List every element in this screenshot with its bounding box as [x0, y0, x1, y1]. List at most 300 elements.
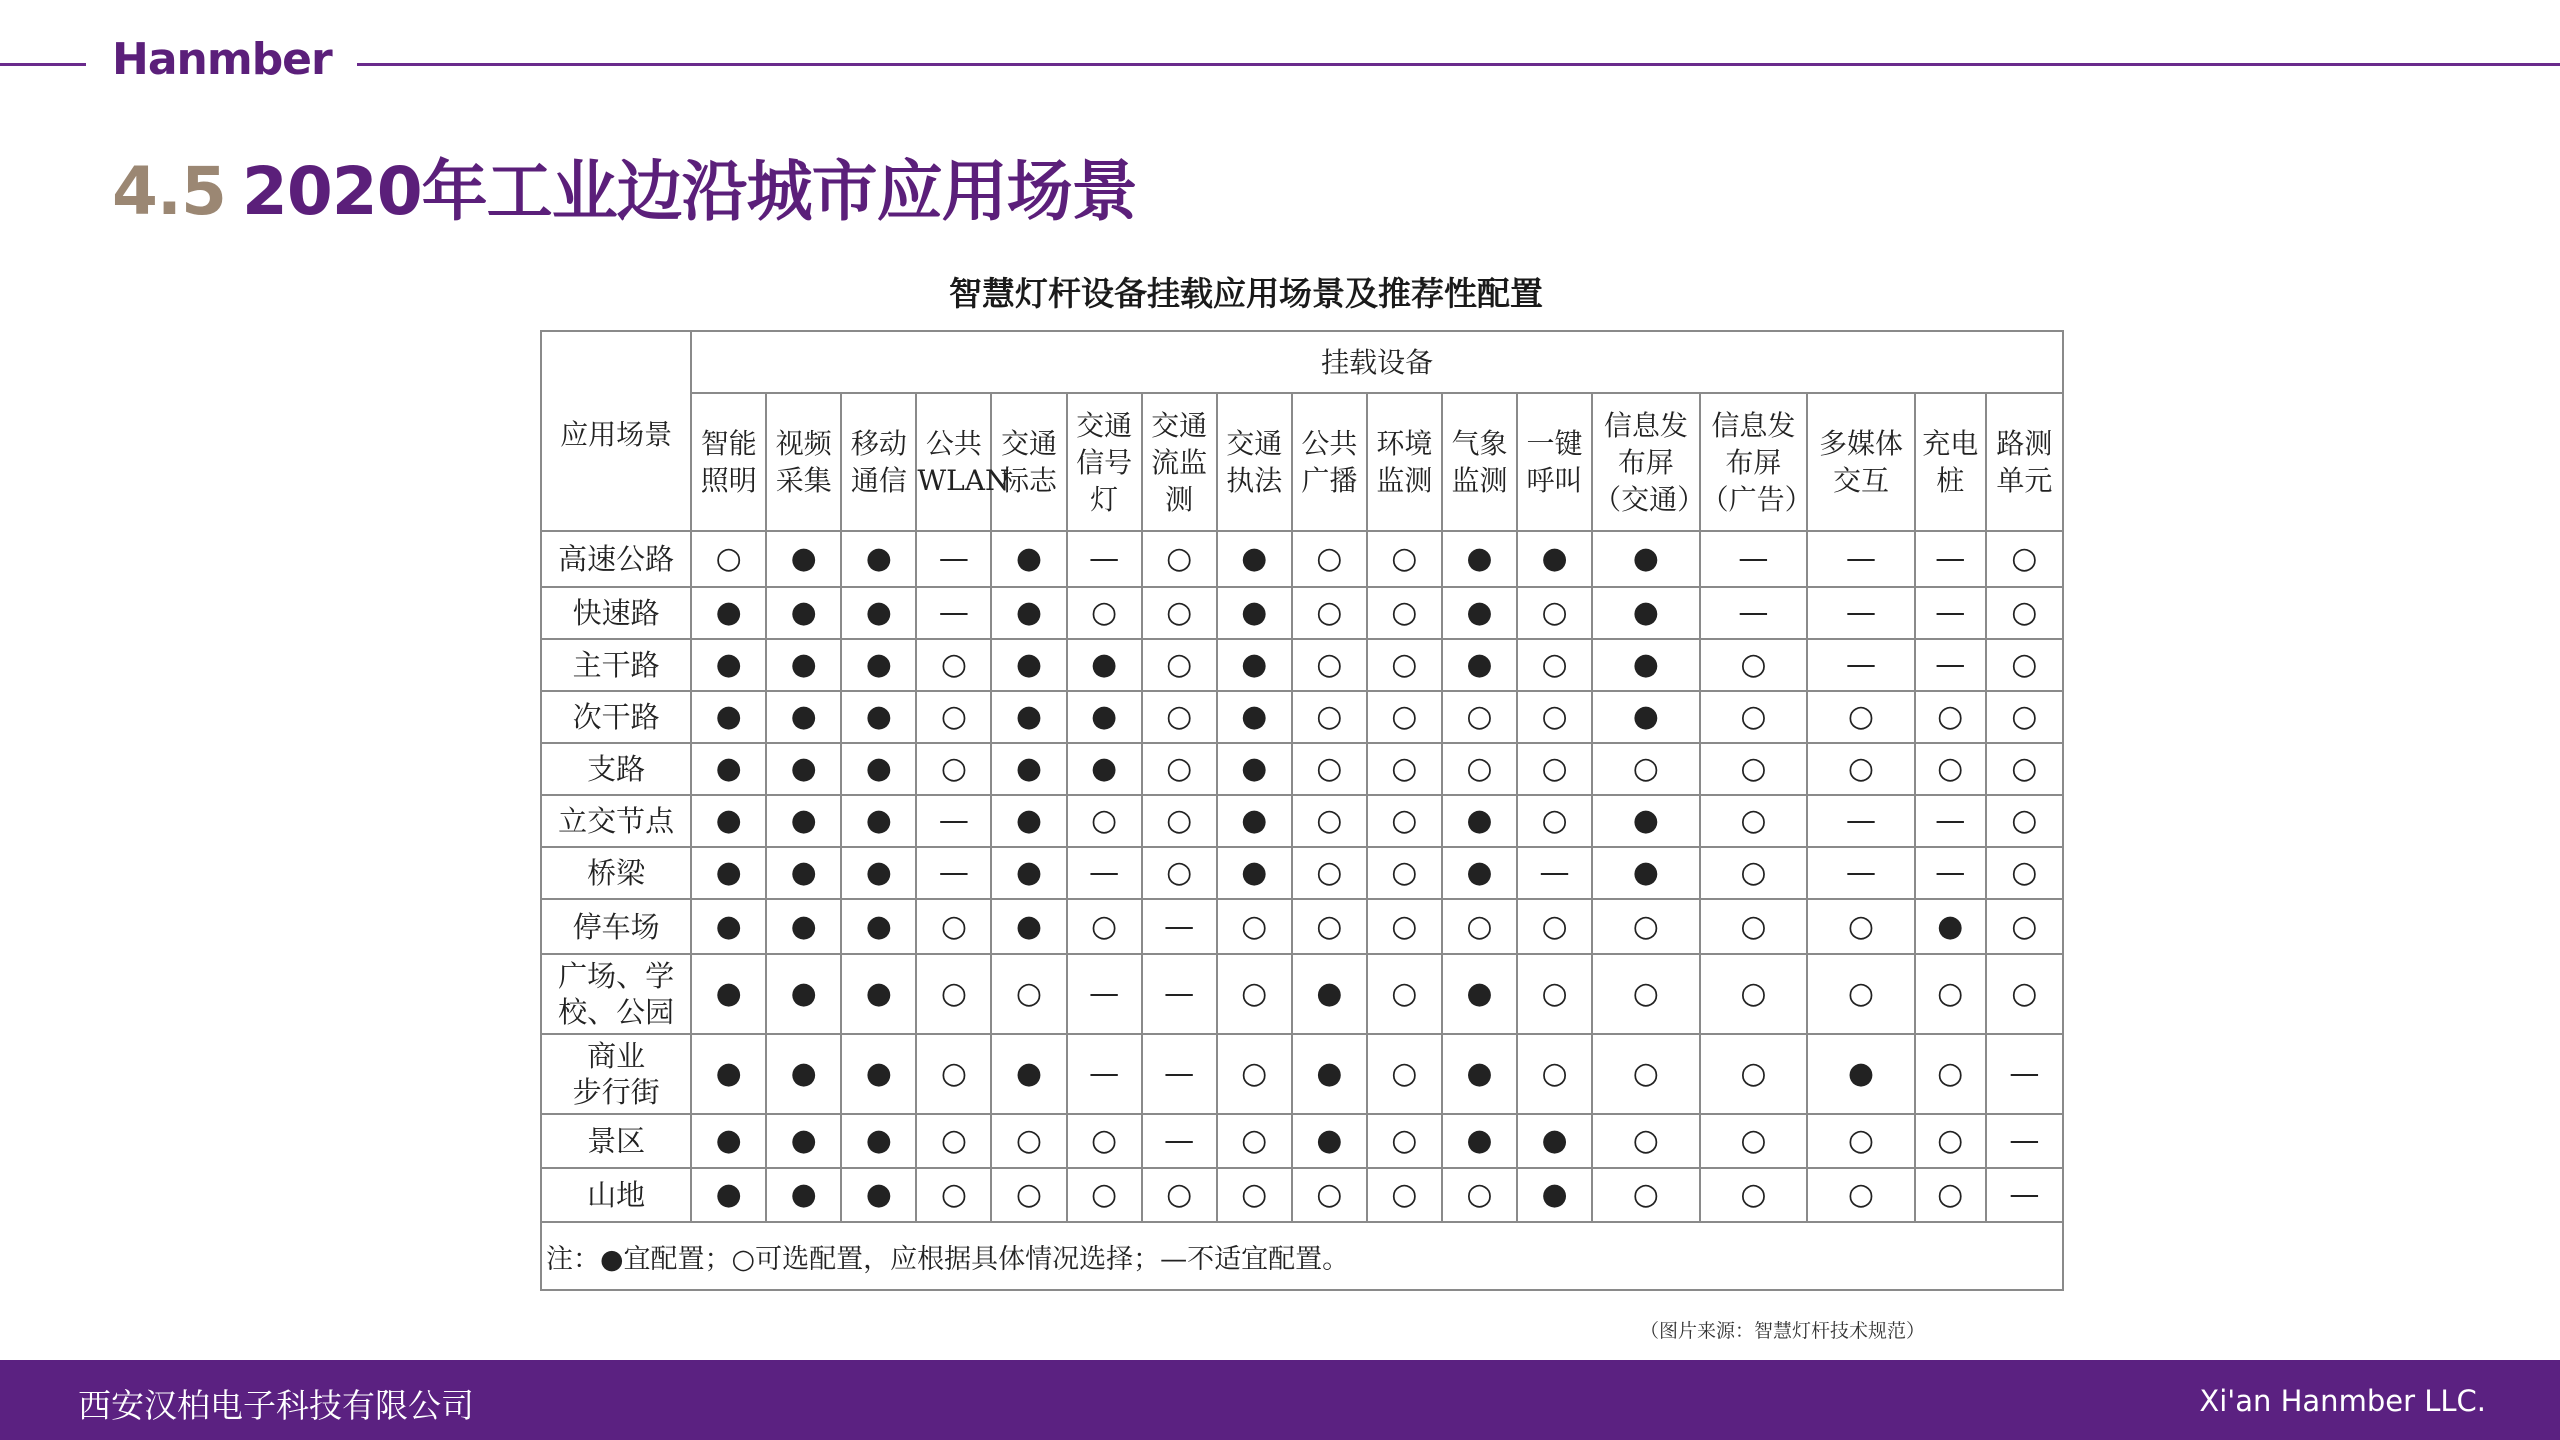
config-cell: — — [1067, 954, 1142, 1034]
config-cell: ● — [691, 899, 766, 954]
scene-cell-line: 景区 — [587, 1124, 646, 1158]
device-column-header-line: 交通 — [1226, 427, 1283, 460]
config-cell: ○ — [1067, 1168, 1142, 1222]
config-cell: ● — [1592, 639, 1700, 691]
config-cell: ○ — [1915, 1168, 1986, 1222]
config-cell: ● — [991, 1034, 1066, 1114]
config-cell: ● — [991, 691, 1066, 743]
device-column-header — [1367, 393, 1442, 531]
device-column-header-line: 公共 — [925, 427, 982, 460]
device-column-header-line: 气象 — [1451, 427, 1508, 460]
device-column-header-line: 交通 — [1001, 427, 1058, 460]
config-cell: — — [1700, 531, 1808, 587]
config-cell: ○ — [1592, 1034, 1700, 1114]
config-cell: — — [1807, 847, 1915, 899]
config-cell: ○ — [1700, 899, 1808, 954]
config-cell: — — [1807, 639, 1915, 691]
device-column-header — [1915, 393, 1986, 531]
config-cell: ● — [766, 743, 841, 795]
scene-cell — [541, 795, 691, 847]
config-cell: ○ — [1142, 1168, 1217, 1222]
config-cell: ● — [691, 954, 766, 1034]
config-cell: ○ — [1592, 1114, 1700, 1168]
config-cell: ● — [841, 1034, 916, 1114]
table-row — [541, 847, 2063, 899]
scene-cell — [541, 743, 691, 795]
config-cell: ● — [991, 743, 1066, 795]
config-cell: ● — [691, 1114, 766, 1168]
config-cell: ● — [766, 795, 841, 847]
config-cell: ● — [1442, 847, 1517, 899]
config-cell: ○ — [1367, 691, 1442, 743]
config-cell: ○ — [1442, 1168, 1517, 1222]
device-column-header-line: 执法 — [1226, 464, 1283, 497]
table-row — [541, 531, 2063, 587]
config-cell: ● — [766, 1114, 841, 1168]
config-cell: ● — [991, 899, 1066, 954]
config-cell: ● — [691, 639, 766, 691]
device-column-header-line: 信息发 — [1711, 408, 1796, 442]
config-cell: ● — [1442, 954, 1517, 1034]
config-cell: ○ — [1292, 899, 1367, 954]
table-row — [541, 1168, 2063, 1222]
config-cell: ○ — [1142, 691, 1217, 743]
config-cell: ○ — [1986, 899, 2063, 954]
scene-cell-line: 商业 — [587, 1039, 646, 1073]
config-cell: ○ — [1367, 587, 1442, 639]
config-cell: ○ — [1142, 587, 1217, 639]
config-cell: — — [916, 795, 991, 847]
device-column-header-line: 交通 — [1151, 408, 1208, 442]
config-cell: ○ — [1517, 587, 1592, 639]
config-cell: ○ — [1292, 1168, 1367, 1222]
config-cell: ● — [991, 795, 1066, 847]
config-cell: — — [916, 847, 991, 899]
config-cell: ○ — [1067, 1114, 1142, 1168]
config-cell: ● — [1442, 587, 1517, 639]
config-cell: ● — [766, 639, 841, 691]
config-cell: ○ — [1986, 639, 2063, 691]
device-column-header-line: 监测 — [1451, 464, 1508, 497]
config-cell: ● — [766, 1168, 841, 1222]
config-cell: ○ — [1517, 691, 1592, 743]
config-cell: ○ — [1592, 954, 1700, 1034]
scene-cell — [541, 1034, 691, 1114]
config-cell: ● — [991, 847, 1066, 899]
config-cell: ○ — [1986, 743, 2063, 795]
device-column-header-line: 采集 — [775, 464, 832, 497]
config-cell: — — [1986, 1034, 2063, 1114]
device-column-header-line: 通信 — [850, 464, 907, 497]
config-cell: ● — [1217, 639, 1292, 691]
config-cell: ○ — [691, 531, 766, 587]
scene-cell-line: 高速公路 — [558, 542, 675, 576]
config-cell: — — [1067, 531, 1142, 587]
config-cell: ● — [691, 1168, 766, 1222]
config-cell: — — [1915, 795, 1986, 847]
device-column-header — [841, 393, 916, 531]
device-column-header-line: 测 — [1165, 482, 1194, 516]
config-cell: ● — [1217, 795, 1292, 847]
config-cell: ● — [1442, 1034, 1517, 1114]
scene-cell — [541, 587, 691, 639]
config-cell: ○ — [1367, 1114, 1442, 1168]
config-cell: ● — [1517, 531, 1592, 587]
config-cell: ○ — [916, 639, 991, 691]
scene-cell-line: 次干路 — [572, 700, 660, 734]
config-cell: ○ — [1807, 743, 1915, 795]
config-cell: ○ — [1217, 1168, 1292, 1222]
config-cell: — — [1986, 1168, 2063, 1222]
config-cell: ○ — [916, 899, 991, 954]
config-cell: ○ — [1292, 795, 1367, 847]
device-column-header — [916, 393, 1010, 531]
config-cell: — — [1915, 639, 1986, 691]
device-column-header — [691, 393, 766, 531]
config-cell: ● — [841, 847, 916, 899]
config-cell: ○ — [1067, 899, 1142, 954]
page-title — [112, 138, 1137, 233]
header-rule-left — [0, 63, 86, 66]
table-row — [541, 1114, 2063, 1168]
config-cell: ○ — [1142, 847, 1217, 899]
config-cell: ○ — [1517, 954, 1592, 1034]
scene-cell-line: 主干路 — [572, 648, 660, 682]
config-cell: ● — [1517, 1114, 1592, 1168]
config-cell: ○ — [1217, 1114, 1292, 1168]
config-cell: ○ — [1700, 639, 1808, 691]
config-cell: ○ — [1592, 1168, 1700, 1222]
scene-cell — [541, 899, 691, 954]
title-text: 2020年工业边沿城市应用场景 — [241, 153, 1137, 230]
config-cell: ● — [766, 531, 841, 587]
device-column-header-line: 公共 — [1301, 427, 1358, 460]
config-cell: ● — [691, 691, 766, 743]
config-cell: ○ — [1700, 1168, 1808, 1222]
title-number: 4.5 — [112, 153, 226, 230]
config-cell: ○ — [1807, 954, 1915, 1034]
table-row — [541, 795, 2063, 847]
config-cell: ● — [691, 743, 766, 795]
device-column-header-line: 流监 — [1151, 445, 1208, 479]
config-cell: ○ — [1986, 954, 2063, 1034]
config-cell: — — [1807, 531, 1915, 587]
device-column-header — [1807, 393, 1915, 531]
config-cell: ● — [1442, 1114, 1517, 1168]
config-cell: ○ — [1517, 639, 1592, 691]
device-column-header-line: 照明 — [700, 464, 757, 497]
config-cell: ○ — [1367, 1034, 1442, 1114]
scene-cell — [541, 954, 691, 1034]
device-column-header-line: 布屏 — [1725, 445, 1782, 479]
config-cell: ● — [1292, 1034, 1367, 1114]
config-cell: ● — [1217, 587, 1292, 639]
config-cell: ● — [841, 639, 916, 691]
config-cell: ○ — [1700, 954, 1808, 1034]
config-cell: — — [1142, 954, 1217, 1034]
config-cell: ● — [691, 847, 766, 899]
config-cell: ● — [1292, 954, 1367, 1034]
device-column-header-line: 充电 — [1922, 427, 1979, 460]
config-cell: ○ — [916, 1114, 991, 1168]
config-cell: ○ — [916, 1034, 991, 1114]
table-header-group-row — [541, 331, 2063, 393]
config-cell: ○ — [1067, 795, 1142, 847]
scene-cell-line: 广场、学 — [558, 959, 675, 993]
table-note-row — [541, 1222, 2063, 1290]
device-column-header-line: 广播 — [1301, 464, 1358, 497]
config-cell: ● — [1592, 587, 1700, 639]
device-column-header-line: 呼叫 — [1526, 464, 1583, 497]
config-cell: ○ — [1142, 795, 1217, 847]
config-cell: ○ — [1700, 1114, 1808, 1168]
scene-cell-line: 校、公园 — [558, 995, 675, 1029]
config-cell: — — [1067, 847, 1142, 899]
scene-cell-line: 立交节点 — [558, 804, 675, 838]
config-cell: ● — [841, 954, 916, 1034]
config-cell: ○ — [1292, 743, 1367, 795]
config-cell: ○ — [916, 1168, 991, 1222]
config-table — [540, 330, 2064, 1291]
config-cell: ● — [1807, 1034, 1915, 1114]
scene-cell-line: 桥梁 — [587, 856, 646, 890]
config-cell: ○ — [1700, 795, 1808, 847]
device-header-row — [541, 393, 2063, 531]
config-cell: ○ — [1700, 743, 1808, 795]
config-cell: — — [1915, 847, 1986, 899]
config-cell: ○ — [1592, 899, 1700, 954]
device-column-header-line: 交通 — [1076, 408, 1133, 442]
table-row — [541, 639, 2063, 691]
device-column-header-line: 信息发 — [1603, 408, 1688, 442]
figure-title: 智慧灯杆设备挂载应用场景及推荐性配置 — [949, 274, 1543, 313]
scene-column-header: 应用场景 — [541, 331, 691, 531]
config-cell: ● — [841, 531, 916, 587]
config-cell: — — [916, 531, 991, 587]
config-cell: ○ — [1292, 691, 1367, 743]
config-cell: ● — [1592, 531, 1700, 587]
config-cell: ● — [766, 1034, 841, 1114]
config-cell: ○ — [1367, 847, 1442, 899]
scene-cell — [541, 1168, 691, 1222]
device-column-header — [1517, 393, 1592, 531]
config-cell: ○ — [1367, 531, 1442, 587]
device-column-header — [1217, 393, 1292, 531]
config-cell: ○ — [1292, 531, 1367, 587]
config-cell: ○ — [1807, 691, 1915, 743]
config-cell: ○ — [1915, 954, 1986, 1034]
config-cell: — — [1807, 795, 1915, 847]
config-cell: ○ — [1442, 899, 1517, 954]
table-row — [541, 954, 2063, 1034]
device-column-header — [1700, 393, 1813, 531]
config-cell: ○ — [1142, 743, 1217, 795]
config-cell: ○ — [1915, 691, 1986, 743]
device-column-header-line: 标志 — [1001, 464, 1058, 497]
header-rule-right — [357, 63, 2560, 66]
config-cell: ● — [1592, 691, 1700, 743]
table-row — [541, 743, 2063, 795]
footer-company-cn: 西安汉柏电子科技有限公司 — [78, 1386, 474, 1425]
config-cell: ○ — [1700, 847, 1808, 899]
scene-cell-line: 山地 — [587, 1178, 646, 1212]
config-cell: ● — [1217, 691, 1292, 743]
device-column-header-line: 移动 — [850, 427, 907, 460]
config-cell: ○ — [1807, 1114, 1915, 1168]
table-note: 注：●宜配置；○可选配置，应根据具体情况选择；—不适宜配置。 — [541, 1222, 2063, 1290]
config-cell: ○ — [1915, 1034, 1986, 1114]
config-cell: ● — [691, 795, 766, 847]
config-cell: — — [1142, 899, 1217, 954]
config-cell: ○ — [1292, 847, 1367, 899]
config-cell: ● — [841, 899, 916, 954]
config-cell: ○ — [1700, 691, 1808, 743]
config-cell: ○ — [1367, 639, 1442, 691]
device-column-header-line: 智能 — [700, 427, 757, 460]
config-cell: ● — [1217, 847, 1292, 899]
config-cell: ○ — [1142, 639, 1217, 691]
footer-company-en: Xi'an Hanmber LLC. — [2199, 1384, 2486, 1418]
device-column-header — [1067, 393, 1142, 531]
config-cell: ○ — [1986, 795, 2063, 847]
config-cell: ○ — [1807, 1168, 1915, 1222]
config-cell: ○ — [916, 954, 991, 1034]
config-cell: ○ — [1517, 899, 1592, 954]
device-column-header-line: 灯 — [1090, 482, 1119, 516]
scene-cell — [541, 531, 691, 587]
device-column-header-line: 布屏 — [1617, 445, 1674, 479]
config-cell: ● — [1292, 1114, 1367, 1168]
device-column-header — [1292, 393, 1367, 531]
config-cell: ● — [1442, 795, 1517, 847]
config-cell: — — [1807, 587, 1915, 639]
config-cell: ○ — [1986, 847, 2063, 899]
device-column-header-line: 多媒体 — [1818, 427, 1903, 460]
device-column-header-line: （交通） — [1593, 482, 1706, 516]
device-column-header — [1442, 393, 1517, 531]
device-column-header-line: 一键 — [1526, 427, 1583, 460]
config-cell: ● — [991, 531, 1066, 587]
device-column-header-line: 交互 — [1832, 464, 1889, 497]
device-column-header-line: 路测 — [1996, 427, 2053, 460]
config-cell: — — [916, 587, 991, 639]
config-cell: ● — [841, 1114, 916, 1168]
config-cell: ○ — [1592, 743, 1700, 795]
config-cell: ○ — [1517, 743, 1592, 795]
device-column-header — [1592, 393, 1706, 531]
table-row — [541, 691, 2063, 743]
footer-bar — [0, 1360, 2560, 1440]
config-cell: ● — [1067, 639, 1142, 691]
device-column-header — [766, 393, 841, 531]
config-cell: ● — [766, 587, 841, 639]
scene-cell-line: 停车场 — [572, 909, 660, 944]
config-cell: ○ — [1142, 531, 1217, 587]
config-cell: ● — [766, 691, 841, 743]
device-column-header-line: 单元 — [1996, 464, 2053, 497]
config-cell: ● — [1217, 743, 1292, 795]
config-cell: ○ — [991, 1114, 1066, 1168]
config-cell: ● — [1915, 899, 1986, 954]
device-column-header-line: 视频 — [775, 427, 832, 460]
device-column-header-line: WLAN — [917, 464, 1010, 497]
config-cell: ○ — [1292, 587, 1367, 639]
device-group-header: 挂载设备 — [691, 331, 2063, 393]
scene-cell — [541, 639, 691, 691]
config-cell: ○ — [916, 691, 991, 743]
device-column-header — [1986, 393, 2063, 531]
device-column-header-line: 环境 — [1376, 427, 1433, 460]
table-row — [541, 587, 2063, 639]
table-row — [541, 1034, 2063, 1114]
config-cell: — — [1986, 1114, 2063, 1168]
device-column-header — [1142, 393, 1217, 531]
config-cell: ● — [1442, 639, 1517, 691]
config-cell: ○ — [1986, 531, 2063, 587]
config-cell: ● — [841, 1168, 916, 1222]
scene-cell — [541, 691, 691, 743]
scene-cell-line: 支路 — [587, 752, 646, 786]
config-cell: ● — [1592, 795, 1700, 847]
config-cell: ● — [1517, 1168, 1592, 1222]
config-cell: ○ — [1217, 954, 1292, 1034]
config-table-wrapper — [540, 330, 2064, 1291]
device-column-header-line: 桩 — [1936, 464, 1965, 497]
config-cell: ○ — [1915, 1114, 1986, 1168]
config-cell: ○ — [1367, 899, 1442, 954]
config-cell: ○ — [1367, 795, 1442, 847]
scene-cell-line: 步行街 — [572, 1075, 660, 1109]
config-cell: ○ — [1217, 1034, 1292, 1114]
config-cell: ○ — [1986, 587, 2063, 639]
config-cell: ○ — [1292, 639, 1367, 691]
config-cell: ○ — [991, 954, 1066, 1034]
config-cell: ● — [1592, 847, 1700, 899]
config-cell: — — [1915, 531, 1986, 587]
config-cell: — — [1142, 1034, 1217, 1114]
config-cell: ● — [1442, 531, 1517, 587]
image-source-caption: （图片来源：智慧灯杆技术规范） — [1640, 1320, 1926, 1342]
scene-cell-line: 快速路 — [572, 596, 660, 630]
config-cell: ○ — [1367, 954, 1442, 1034]
config-cell: ○ — [916, 743, 991, 795]
config-cell: ○ — [991, 1168, 1066, 1222]
config-cell: ○ — [1367, 1168, 1442, 1222]
config-cell: ● — [766, 847, 841, 899]
config-cell: ● — [841, 795, 916, 847]
config-cell: ● — [1067, 743, 1142, 795]
config-cell: — — [1700, 587, 1808, 639]
brand-logo: Hanmber — [112, 34, 332, 85]
table-row — [541, 899, 2063, 954]
config-cell: ● — [766, 899, 841, 954]
config-cell: ○ — [1217, 899, 1292, 954]
config-cell: ○ — [1367, 743, 1442, 795]
config-cell: ● — [691, 1034, 766, 1114]
device-column-header — [991, 393, 1066, 531]
device-column-header-line: 信号 — [1076, 445, 1133, 479]
config-cell: — — [1142, 1114, 1217, 1168]
config-cell: ● — [991, 639, 1066, 691]
config-cell: — — [1915, 587, 1986, 639]
config-cell: ○ — [1700, 1034, 1808, 1114]
config-cell: ○ — [1442, 691, 1517, 743]
config-cell: ● — [1067, 691, 1142, 743]
config-cell: — — [1517, 847, 1592, 899]
config-cell: ● — [766, 954, 841, 1034]
config-cell: ○ — [1067, 587, 1142, 639]
config-cell: ● — [841, 691, 916, 743]
